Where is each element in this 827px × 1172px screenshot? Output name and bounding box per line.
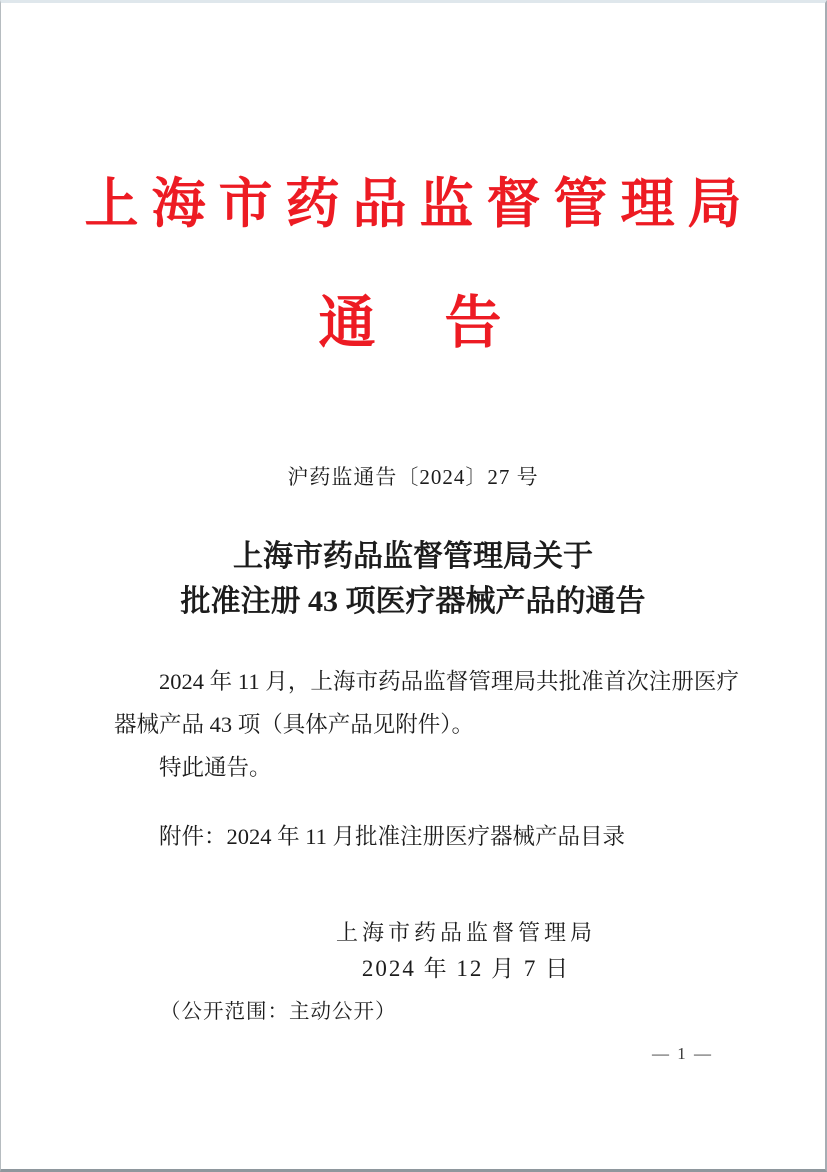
sign-date: 2024 年 12 月 7 日 [361,956,571,982]
doc-number: 沪药监通告〔2024〕27 号 [287,465,539,490]
masthead-title: 上海市药品监督管理局 [84,174,755,234]
signer-name: 上海市药品监督管理局 [335,920,596,946]
body-paragraph-line2: 器械产品 43 项（具体产品见附件）。 [114,712,475,738]
closing-line: 特此通告。 [159,755,272,781]
page-number: — 1 — [652,1044,713,1064]
signature-block [271,915,661,987]
doc-title [1,534,825,624]
doc-title-line1: 上海市药品监督管理局关于 [233,540,593,574]
notice-type-title: 通 告 [318,292,508,356]
doc-title-line2: 批准注册 43 项医疗器械产品的通告 [180,585,646,619]
body-paragraph-line1: 2024 年 11 月，上海市药品监督管理局共批准首次注册医疗 [159,669,739,695]
body-text [114,660,739,789]
attachment-line: 附件：2024 年 11 月批准注册医疗器械产品目录 [159,824,626,850]
disclosure-note: （公开范围：主动公开） [160,1001,397,1024]
document-content [1,660,825,1027]
